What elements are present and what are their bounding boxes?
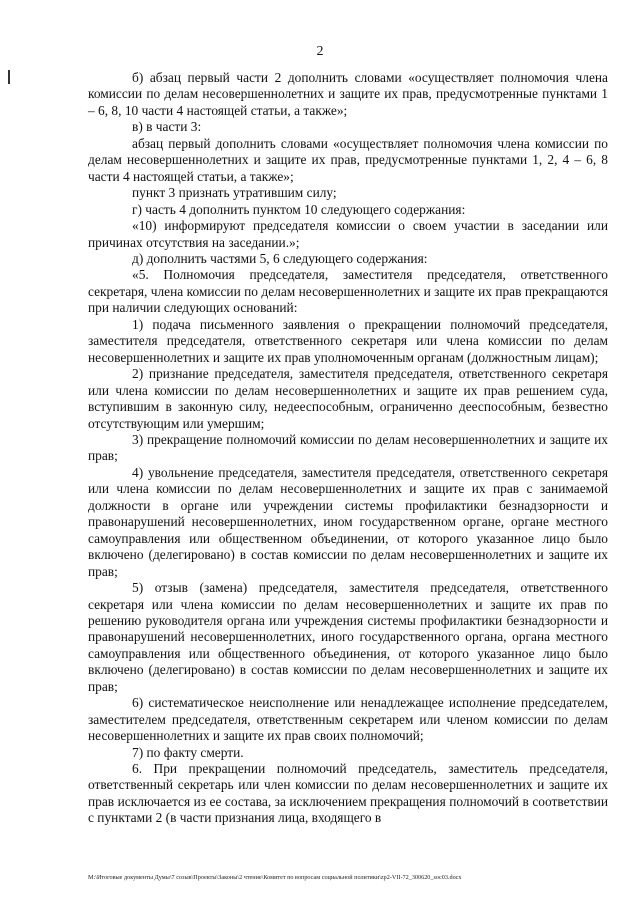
paragraph: д) дополнить частями 5, 6 следующего содержания: bbox=[132, 250, 428, 266]
paragraph: 1) подача письменного заявления о прекращении полномочий председателя, заместителя председателя, ответственного секретаря или члена комиссии по делам несовершеннолетних и защите их прав уполномоченным органам (должностным лицам); bbox=[88, 316, 608, 365]
paragraph: в) в части 3: bbox=[132, 119, 202, 135]
paragraph: абзац первый дополнить словами «осуществляет полномочия члена комиссии по делам несовершеннолетних и защите их прав, предусмотренные пунктами 1, 2, 4 – 6, 8 части 4 настоящей статьи, а также»; bbox=[88, 135, 608, 184]
page-number: 2 bbox=[316, 44, 324, 59]
paragraph: г) часть 4 дополнить пунктом 10 следующего содержания: bbox=[132, 201, 466, 217]
paragraph: 3) прекращение полномочий комиссии по делам несовершеннолетних и защите их прав; bbox=[88, 431, 608, 464]
margin-mark bbox=[8, 70, 10, 84]
paragraph: 6) систематическое неисполнение или ненадлежащее исполнение председателем, заместителем председателя, ответственным секретарем или членом комиссии по делам несовершеннолетних и защите их прав своих полномочий; bbox=[88, 695, 608, 744]
document-body bbox=[88, 70, 608, 827]
paragraph: 2) признание председателя, заместителя председателя, ответственного секретаря или члена комиссии по делам несовершеннолетних и защите их прав решением суда, вступившим в законную силу, недееспособным, ограниченно дееспособным, безвестно отсутствующим или умершим; bbox=[88, 366, 608, 431]
paragraph: 7) по факту смерти. bbox=[132, 744, 244, 760]
paragraph: «5. Полномочия председателя, заместителя председателя, ответственного секретаря, члена комиссии по делам несовершеннолетних и защите их прав прекращаются при наличии следующих оснований: bbox=[88, 267, 608, 316]
paragraph: 4) увольнение председателя, заместителя председателя, ответственного секретаря или члена комиссии по делам несовершеннолетних и защите их прав с занимаемой должности в органе или учреждении системы профилактики безнадзорности и правонарушений несовершеннолетних, ином государственном органе, органе местного самоуправления или общественном объединении, от которого указанное лицо было включено (делегировано) в состав комиссии по делам несовершеннолетних и защите их прав; bbox=[88, 464, 608, 579]
paragraph: б) абзац первый части 2 дополнить словами «осуществляет полномочия члена комиссии по делам несовершеннолетних и защите их прав, предусмотренные пунктами 1 – 6, 8, 10 части 4 настоящей статьи, а также»; bbox=[88, 70, 608, 118]
paragraph: пункт 3 признать утратившим силу; bbox=[132, 185, 337, 201]
footer-file-path: M:\Итоговые документы Думы\7 созыв\Проекты\Законы\2 чтение\Комитет по вопросам социальной политики\zp2-VII-72_300620_soc03.docx bbox=[88, 874, 462, 881]
paragraph: 5) отзыв (замена) председателя, заместителя председателя, ответственного секретаря или члена комиссии по делам несовершеннолетних и защите их прав по решению руководителя органа или учреждения системы профилактики безнадзорности и правонарушений несовершеннолетних, иного государственного органа, органа местного самоуправления или общественного объединения, от которого указанное лицо было включено (делегировано) в состав комиссии по делам несовершеннолетних и защите их прав; bbox=[88, 580, 608, 694]
paragraph: 6. При прекращении полномочий председатель, заместитель председателя, ответственный секретарь или член комиссии по делам несовершеннолетних и защите их прав исключается из ее состава, за исключением прекращения полномочий в соответствии с пунктами 2 (в части признания лица, входящего в bbox=[88, 761, 608, 826]
paragraph: «10) информируют председателя комиссии о своем участии в заседании или причинах отсутствия на заседании.»; bbox=[88, 218, 608, 250]
